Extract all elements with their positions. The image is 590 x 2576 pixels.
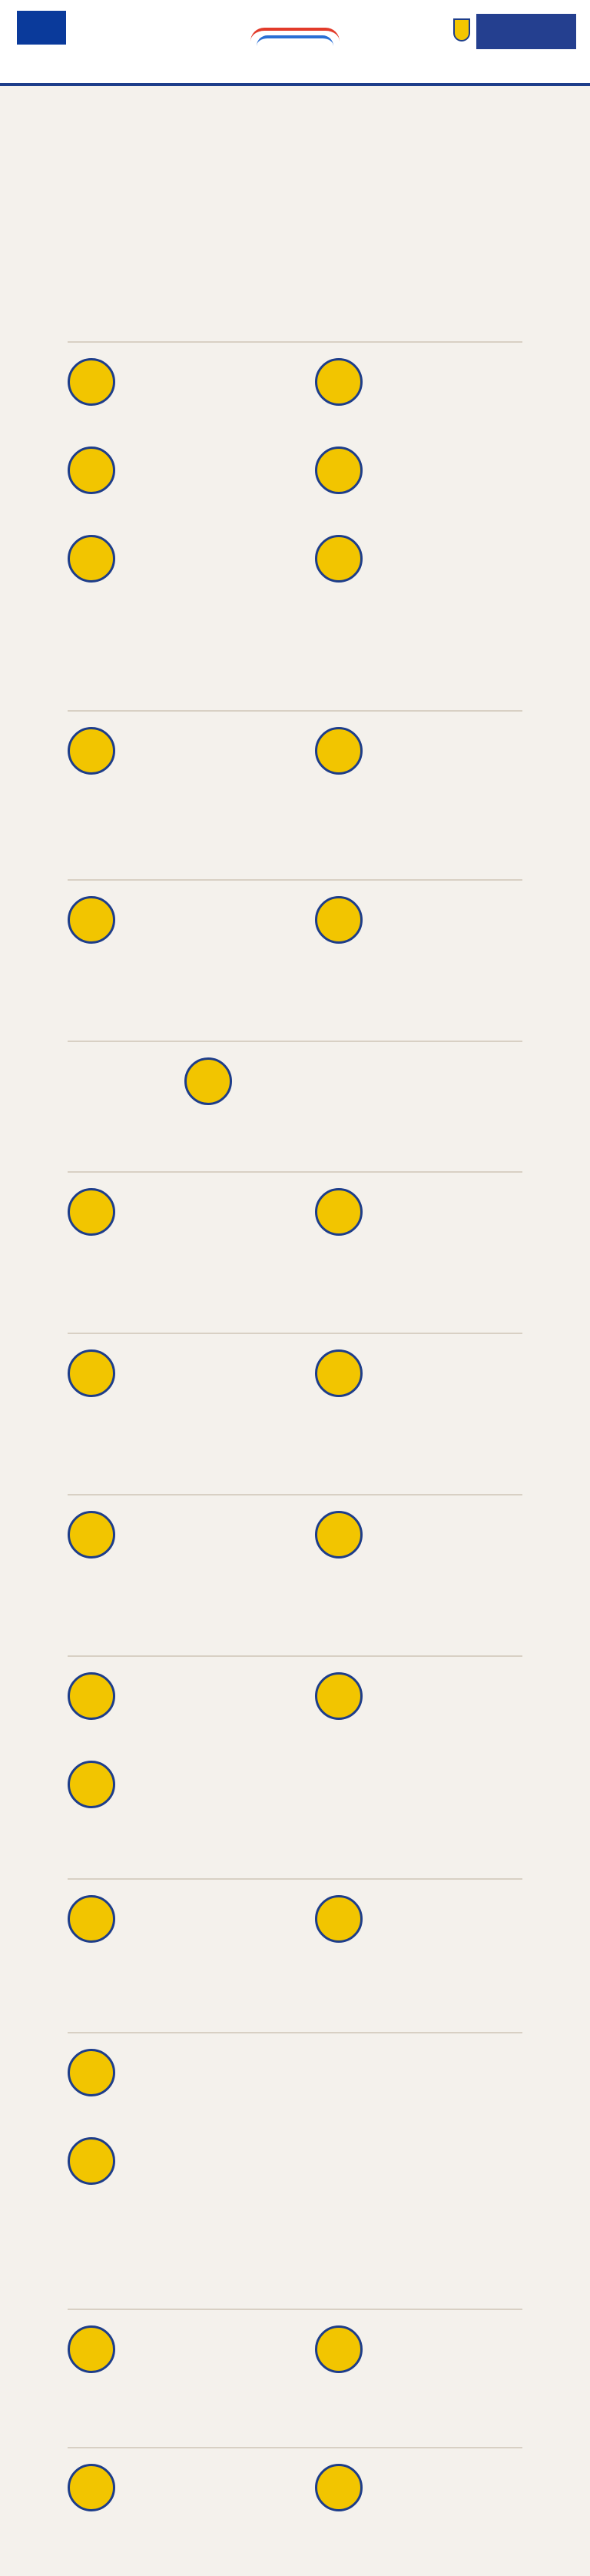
stat-icon xyxy=(68,896,115,944)
stat-item xyxy=(68,2321,306,2405)
stat-item xyxy=(68,1506,306,1591)
stat-item xyxy=(315,891,553,976)
section-divider xyxy=(68,1333,522,1334)
stat-item xyxy=(68,1183,306,1268)
section-divider xyxy=(68,341,522,343)
stat-icon xyxy=(184,1057,232,1105)
stat-item xyxy=(68,1756,306,1841)
stat-item xyxy=(315,1183,553,1268)
stat-icon xyxy=(315,2464,363,2511)
section-divider xyxy=(68,1041,522,1042)
stat-icon xyxy=(68,1349,115,1397)
colombia-shield-icon xyxy=(453,18,470,41)
stat-icon xyxy=(68,2137,115,2185)
stat-icon xyxy=(68,1188,115,1236)
stat-icon xyxy=(68,2464,115,2511)
section-divider xyxy=(68,2309,522,2310)
stat-icon xyxy=(315,1511,363,1559)
stat-icon xyxy=(68,727,115,775)
stat-item xyxy=(68,2044,306,2129)
stat-item xyxy=(315,1668,553,1752)
government-logo xyxy=(476,14,576,49)
stat-icon xyxy=(68,535,115,583)
stat-item xyxy=(315,2321,553,2405)
section-divider xyxy=(68,1655,522,1657)
section-divider xyxy=(68,1494,522,1495)
logo-wave-blue xyxy=(257,35,333,46)
stat-item xyxy=(315,442,553,526)
stat-item xyxy=(315,2459,553,2544)
stat-item xyxy=(68,2459,306,2544)
stat-icon xyxy=(315,1188,363,1236)
stat-icon xyxy=(68,1672,115,1720)
stat-item xyxy=(68,1345,306,1429)
stat-icon xyxy=(315,2325,363,2373)
section-divider xyxy=(68,2447,522,2448)
stat-item xyxy=(68,530,306,615)
stat-icon xyxy=(68,1895,115,1943)
stat-item xyxy=(68,722,306,807)
stat-icon xyxy=(68,446,115,494)
section-divider xyxy=(68,1878,522,1880)
stat-icon xyxy=(68,2049,115,2096)
stat-icon xyxy=(315,1672,363,1720)
section-divider xyxy=(68,879,522,881)
stat-icon xyxy=(68,1761,115,1808)
stat-item xyxy=(68,442,306,526)
stat-icon xyxy=(315,535,363,583)
stat-item xyxy=(315,530,553,615)
stat-item xyxy=(315,722,553,807)
stat-item xyxy=(315,1891,553,1975)
stat-item xyxy=(315,354,553,438)
stat-icon xyxy=(315,358,363,406)
stat-icon xyxy=(68,2325,115,2373)
stat-icon xyxy=(68,358,115,406)
stat-item xyxy=(315,1345,553,1429)
stat-icon xyxy=(315,727,363,775)
stat-icon xyxy=(68,1511,115,1559)
header-bar xyxy=(0,0,590,86)
section-divider xyxy=(68,710,522,712)
fund-logo xyxy=(246,12,344,66)
eu-flag-logo xyxy=(17,11,66,45)
stat-icon xyxy=(315,896,363,944)
stat-item xyxy=(315,1506,553,1591)
stat-item xyxy=(184,1053,423,1137)
stat-icon xyxy=(315,1895,363,1943)
stat-item xyxy=(68,2133,306,2217)
section-divider xyxy=(68,1171,522,1173)
stat-item xyxy=(68,1891,306,1975)
stat-icon xyxy=(315,446,363,494)
stat-item xyxy=(68,1668,306,1752)
section-divider xyxy=(68,2032,522,2033)
stat-item xyxy=(68,354,306,438)
stat-icon xyxy=(315,1349,363,1397)
stat-item xyxy=(68,891,306,976)
